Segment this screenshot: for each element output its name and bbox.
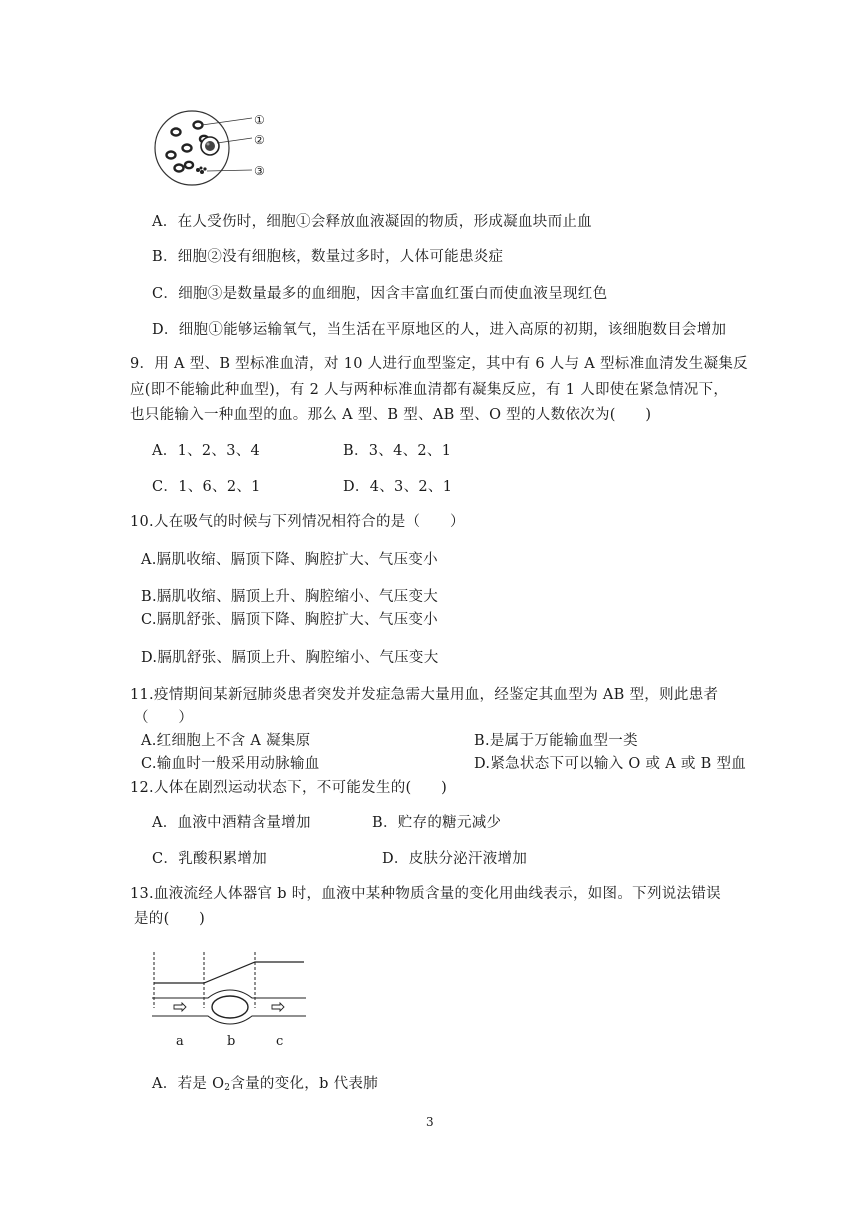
q11-option-c: C.输血时一般采用动脉输血 <box>141 756 320 772</box>
q13-option-a-suffix: 含量的变化，b 代表肺 <box>230 1076 379 1092</box>
organ-flow-figure <box>148 950 310 1028</box>
q9-stem-line-3: 也只能输入一种血型的血。那么 A 型、B 型、AB 型、O 型的人数依次为( ) <box>130 407 652 423</box>
q11-option-a: A.红细胞上不含 A 凝集原 <box>141 733 311 749</box>
q13-figure-label-c: c <box>276 1034 284 1049</box>
q12-option-a: A．血液中酒精含量增加 <box>152 815 311 831</box>
q10-option-c: C.膈肌舒张、膈顶下降、胸腔扩大、气压变小 <box>141 612 438 628</box>
q12-option-d: D．皮肤分泌汗液增加 <box>382 851 528 867</box>
q13-stem-line-2: 是的( ) <box>134 911 206 927</box>
blood-cell-figure <box>150 108 270 188</box>
q11-stem-line-1: 11.疫情期间某新冠肺炎患者突发并发症急需大量用血，经鉴定其血型为 AB 型，则此患者 <box>130 687 719 703</box>
figure-label-3: ③ <box>254 164 266 178</box>
q12-stem: 12.人体在剧烈运动状态下，不可能发生的( ) <box>130 780 448 796</box>
q8-option-a: A．在人受伤时，细胞①会释放血液凝固的物质，形成凝血块而止血 <box>152 214 592 230</box>
figure-label-1: ① <box>254 113 266 127</box>
q9-stem-line-1: 9．用 A 型、B 型标准血清，对 10 人进行血型鉴定，其中有 6 人与 A 型标准血清发生凝集反 <box>130 356 748 372</box>
q13-option-a-prefix: A．若是 O <box>152 1076 225 1092</box>
figure-label-2: ② <box>254 133 266 147</box>
q12-option-c: C．乳酸积累增加 <box>152 851 267 867</box>
q8-option-d: D．细胞①能够运输氧气，当生活在平原地区的人，进入高原的初期，该细胞数目会增加 <box>152 322 727 338</box>
q9-option-a: A．1、2、3、4 <box>152 443 261 459</box>
q9-option-c: C．1、6、2、1 <box>152 479 261 495</box>
q13-stem-line-1: 13.血液流经人体器官 b 时，血液中某种物质含量的变化用曲线表示，如图。下列说法错误 <box>130 886 721 902</box>
q13-figure-label-a: a <box>176 1034 185 1049</box>
q10-option-a: A.膈肌收缩、膈顶下降、胸腔扩大、气压变小 <box>141 552 438 568</box>
q10-stem: 10.人在吸气的时候与下列情况相符合的是（ ） <box>130 514 465 530</box>
q12-option-b: B．贮存的糖元减少 <box>372 815 502 831</box>
q11-option-d: D.紧急状态下可以输入 O 或 A 或 B 型血 <box>474 756 747 772</box>
q9-stem-line-2: 应(即不能输此种血型)，有 2 人与两种标准血清都有凝集反应，有 1 人即使在紧急情况下， <box>130 382 729 398</box>
q9-option-b: B．3、4、2、1 <box>343 443 452 459</box>
q11-stem-line-2: （ ） <box>134 710 194 726</box>
q8-option-b: B．细胞②没有细胞核，数量过多时，人体可能患炎症 <box>152 249 504 265</box>
q13-option-a <box>152 1074 378 1098</box>
q10-option-d: D.膈肌舒张、膈顶上升、胸腔缩小、气压变大 <box>141 650 439 666</box>
q13-option-a-subscript: 2 <box>224 1083 231 1093</box>
q8-option-c: C．细胞③是数量最多的血细胞，因含丰富血红蛋白而使血液呈现红色 <box>152 286 608 302</box>
q13-figure-label-b: b <box>227 1034 236 1049</box>
q9-option-d: D．4、3、2、1 <box>343 479 453 495</box>
q11-option-b: B.是属于万能输血型一类 <box>474 733 638 749</box>
q10-option-b: B.膈肌收缩、膈顶上升、胸腔缩小、气压变大 <box>141 589 439 605</box>
page-number: 3 <box>426 1115 434 1129</box>
